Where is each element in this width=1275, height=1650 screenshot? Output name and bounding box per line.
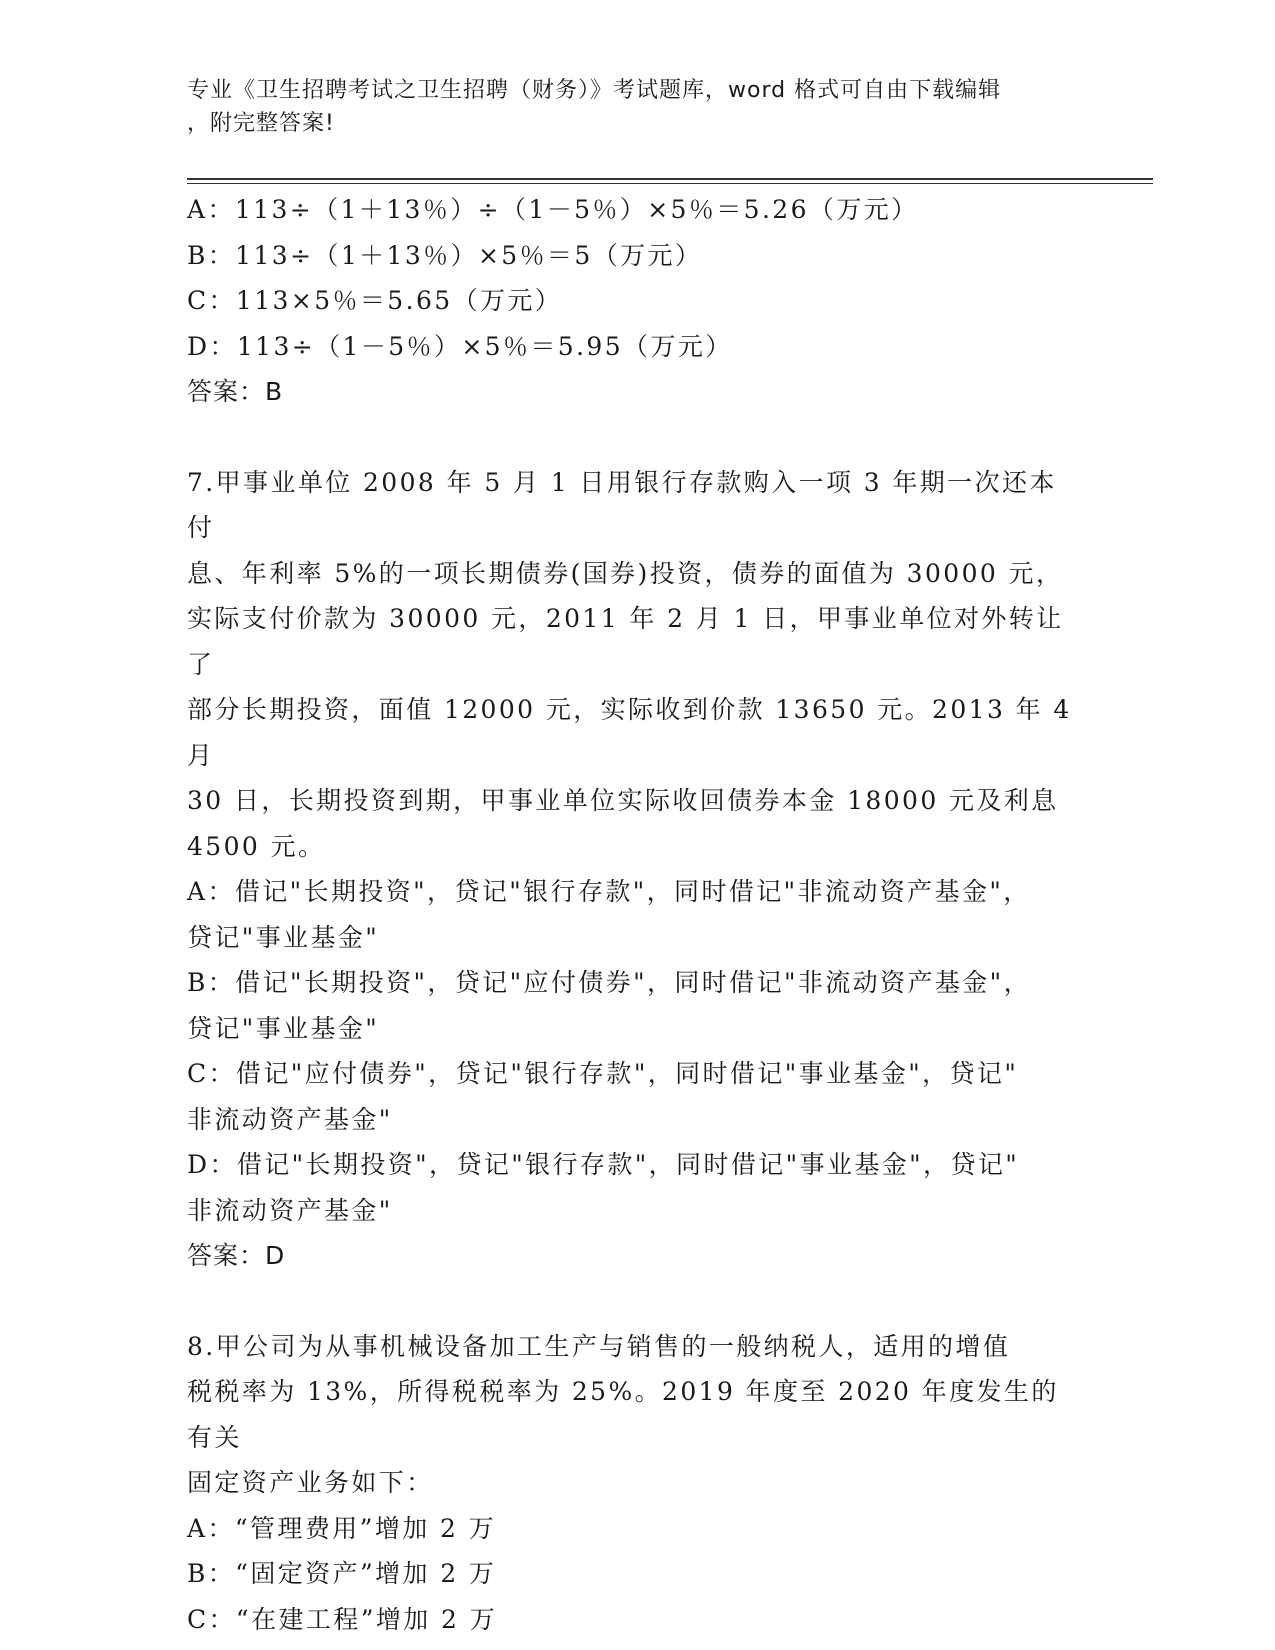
header-line-1: 专业《卫生招聘考试之卫生招聘（财务）》考试题库，word 格式可自由下载编辑 [187, 78, 1002, 103]
q8-option-c: C：“在建工程”增加 2 万 [187, 1604, 498, 1634]
q7-stem-line: 4500 元。 [187, 831, 326, 861]
q7-option-b: B：借记"长期投资"，贷记"应付债券"，同时借记"非流动资产基金"， [187, 968, 1031, 997]
spacer [187, 1279, 1077, 1324]
q7-option-d-cont: 非流动资产基金" [187, 1195, 393, 1225]
q7-option-a: A：借记"长期投资"，贷记"银行存款"，同时借记"非流动资产基金"， [187, 877, 1031, 906]
q8-stem-line: 税税率为 13%，所得税税率为 25%。2019 年度至 2020 年度发生的有关 [187, 1377, 1059, 1452]
document-header [187, 74, 1067, 140]
q7-stem-line: 30 日，长期投资到期，甲事业单位实际收回债券本金 18000 元及利息 [187, 786, 1059, 815]
q8-stem-line: 8.甲公司为从事机械设备加工生产与销售的一般纳税人，适用的增值 [187, 1331, 1011, 1361]
q7-stem-line: 7.甲事业单位 2008 年 5 月 1 日用银行存款购入一项 3 年期一次还本付 [187, 467, 1057, 542]
q6-answer: 答案：B [187, 377, 284, 406]
q6-option-a: A：113÷（1＋13％）÷（1－5％）×5％＝5.26（万元） [187, 195, 919, 224]
document-body [187, 187, 1083, 1642]
q6-option-b: B：113÷（1＋13％）×5％＝5（万元） [187, 240, 703, 270]
q7-option-d: D：借记"长期投资"，贷记"银行存款"，同时借记"事业基金"，贷记" [187, 1150, 1020, 1179]
q7-answer: 答案：D [187, 1241, 286, 1270]
header-rule-thick [187, 178, 1153, 180]
q7-stem-line: 实际支付价款为 30000 元，2011 年 2 月 1 日，甲事业单位对外转让了 [187, 604, 1064, 679]
q8-option-b: B：“固定资产”增加 2 万 [187, 1559, 497, 1588]
q7-stem-line: 部分长期投资，面值 12000 元，实际收到价款 13650 元。2013 年 4 月 [187, 695, 1083, 770]
q7-option-c-cont: 非流动资产基金" [187, 1104, 393, 1134]
header-rule-thin [187, 183, 1153, 184]
q7-option-c: C：借记"应付债券"，贷记"银行存款"，同时借记"事业基金"，贷记" [187, 1059, 1019, 1088]
q8-stem-line: 固定资产业务如下： [187, 1468, 434, 1497]
q6-option-d: D：113÷（1－5％）×5％＝5.95（万元） [187, 331, 733, 361]
spacer [187, 415, 1077, 460]
question-6-block [187, 187, 1077, 415]
header-line-2: ，附完整答案! [187, 111, 335, 136]
q8-option-a: A：“管理费用”增加 2 万 [187, 1513, 497, 1543]
q6-option-c: C：113×5％＝5.65（万元） [187, 286, 563, 315]
q7-option-b-cont: 贷记"事业基金" [187, 1013, 380, 1043]
q7-option-a-cont: 贷记"事业基金" [187, 922, 380, 952]
question-8-block [187, 1324, 1077, 1643]
question-7-block [187, 460, 1083, 1279]
q7-stem-line: 息、年利率 5%的一项长期债券(国券)投资，债券的面值为 30000 元， [187, 558, 1064, 588]
